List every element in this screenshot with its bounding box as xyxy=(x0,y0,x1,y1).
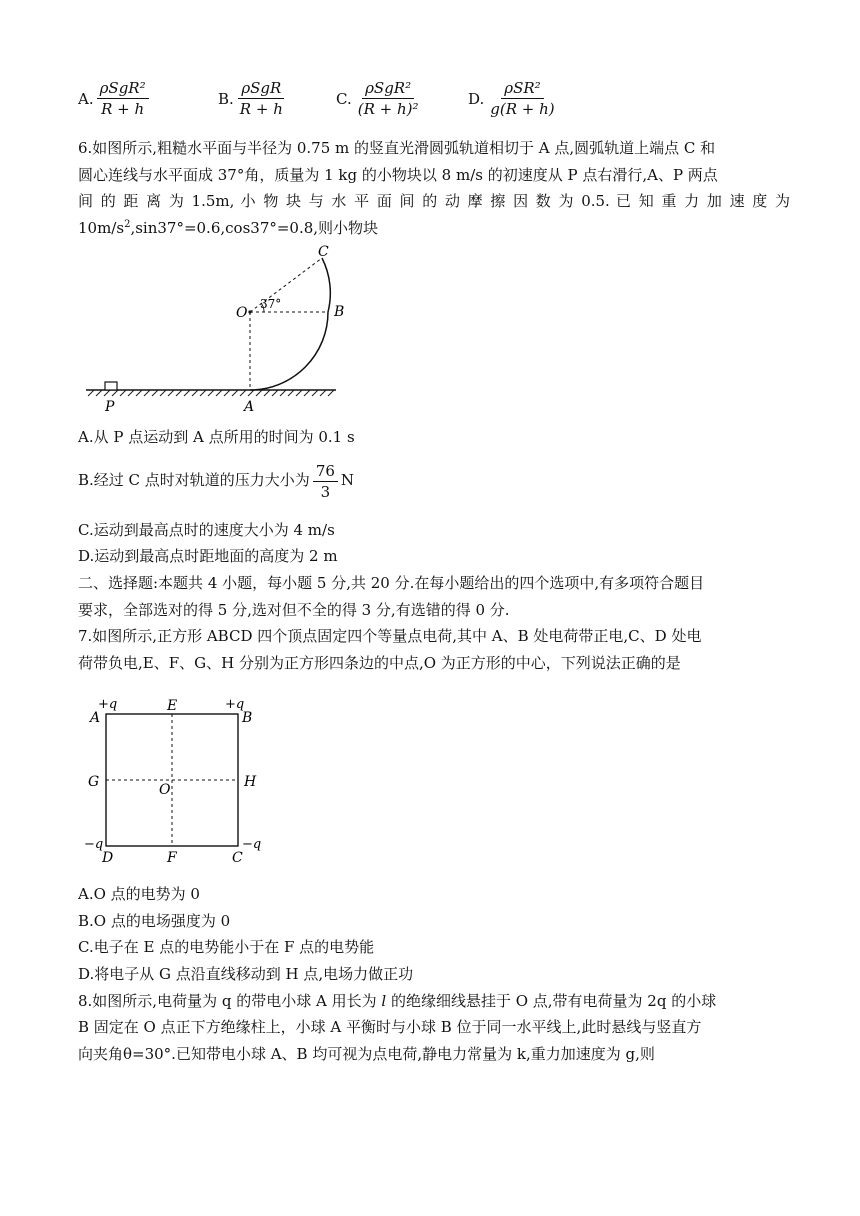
label-minus-q-c: −q xyxy=(242,837,262,852)
text: B.经过 C 点时对轨道的压力大小为 xyxy=(78,471,310,489)
q6-stem-line-1: 6.如图所示,粗糙水平面与半径为 0.75 m 的竖直光滑圆弧轨道相切于 A 点,圆弧轨道上端点 C 和 xyxy=(78,139,716,157)
q8-stem-line-1 xyxy=(78,990,790,1012)
fraction xyxy=(313,461,338,502)
label-p: P xyxy=(105,399,115,415)
text: 10m/s xyxy=(78,219,125,237)
numerator: ρSgR² xyxy=(362,78,414,99)
q7-option-d[interactable]: D.将电子从 G 点沿直线移动到 H 点,电场力做正功 xyxy=(78,965,414,983)
numerator: ρSgR² xyxy=(97,78,149,99)
fraction xyxy=(355,78,422,119)
q5-option-b[interactable] xyxy=(218,78,289,119)
label-angle: 37° xyxy=(260,297,282,311)
q7-option-a[interactable]: A.O 点的电势为 0 xyxy=(78,885,200,903)
label-a: A xyxy=(244,399,255,415)
label-minus-q-d: −q xyxy=(84,837,104,852)
q6-stem-line-4 xyxy=(78,217,790,239)
denominator: 3 xyxy=(320,482,331,501)
symbol-l: l xyxy=(381,992,387,1010)
superscript: 2 xyxy=(124,219,131,230)
q7-option-c[interactable]: C.电子在 E 点的电势能小于在 F 点的电势能 xyxy=(78,938,375,956)
label-e: E xyxy=(167,698,178,714)
denominator: g(R + h) xyxy=(490,100,555,118)
fraction xyxy=(487,78,557,119)
section2-line-2: 要求，全部选对的得 5 分,选对但不全的得 3 分,有选错的得 0 分. xyxy=(78,601,510,619)
label-a: A xyxy=(90,710,101,726)
text: 的绝缘细线悬挂于 O 点,带有电荷量为 2q 的小球 xyxy=(386,992,717,1010)
q6-option-b[interactable] xyxy=(78,460,790,502)
q6-option-a[interactable]: A.从 P 点运动到 A 点所用的时间为 0.1 s xyxy=(78,428,355,446)
numerator: ρSgR xyxy=(238,78,284,99)
block xyxy=(105,382,117,390)
unit: N xyxy=(340,471,355,489)
option-label: D. xyxy=(468,89,485,108)
numerator: ρSR² xyxy=(501,78,543,99)
section2-line-1: 二、选择题:本题共 4 小题，每小题 5 分,共 20 分.在每小题给出的四个选项中,有多项符合题目 xyxy=(78,574,705,592)
q8-stem-line-3: 向夹角θ=30°.已知带电小球 A、B 均可视为点电荷,静电力常量为 k,重力加速度为 g,则 xyxy=(78,1045,655,1063)
label-plus-q-a: +q xyxy=(98,697,118,712)
option-label: B. xyxy=(218,89,234,108)
q7-stem-line-2: 荷带负电,E、F、G、H 分别为正方形四条边的中点,O 为正方形的中心，下列说法正确的是 xyxy=(78,654,681,672)
fraction xyxy=(237,78,286,119)
q6-stem-line-3: 间 的 距 离 为 1.5m, 小 物 块 与 水 平 面 间 的 动 摩 擦 因 数 为 0.5. 已 知 重 力 加 速 度 为 xyxy=(78,192,790,210)
text: 8.如图所示,电荷量为 q 的带电小球 A 用长为 xyxy=(78,992,382,1010)
q7-square-figure xyxy=(78,692,278,870)
q5-option-a[interactable] xyxy=(78,78,152,119)
label-d: D xyxy=(102,850,114,866)
label-c: C xyxy=(318,244,329,260)
q6-stem-line-2: 圆心连线与水平面成 37°角，质量为 1 kg 的小物块以 8 m/s 的初速度从 P 点右滑行,A、P 两点 xyxy=(78,166,718,184)
label-h: H xyxy=(244,774,257,790)
q5-option-d[interactable] xyxy=(468,78,561,119)
q8-stem-line-2: B 固定在 O 点正下方绝缘柱上，小球 A 平衡时与小球 B 位于同一水平线上,此时悬线与竖直方 xyxy=(78,1018,702,1036)
point-o xyxy=(248,310,251,313)
circular-track xyxy=(250,258,330,390)
label-c: C xyxy=(232,850,243,866)
label-b: B xyxy=(334,304,345,320)
q6-option-c[interactable]: C.运动到最高点时的速度大小为 4 m/s xyxy=(78,521,335,539)
q5-option-c[interactable] xyxy=(336,78,425,119)
option-label: C. xyxy=(336,89,352,108)
denominator: R + h xyxy=(239,100,283,118)
numerator: 76 xyxy=(313,461,338,482)
label-plus-q-b: +q xyxy=(225,697,245,712)
fraction xyxy=(97,78,149,119)
q7-stem-line-1: 7.如图所示,正方形 ABCD 四个顶点固定四个等量点电荷,其中 A、B 处电荷带正电,C、D 处电 xyxy=(78,627,702,645)
ground-hatch xyxy=(88,390,334,396)
label-o: O xyxy=(159,782,171,798)
option-label: A. xyxy=(78,89,94,108)
label-o: O xyxy=(236,305,248,321)
q6-track-figure xyxy=(78,244,358,420)
denominator: (R + h)² xyxy=(357,100,419,118)
label-g: G xyxy=(88,774,100,790)
label-b: B xyxy=(242,710,253,726)
label-f: F xyxy=(167,850,177,866)
text: ,sin37°=0.6,cos37°=0.8,则小物块 xyxy=(130,219,379,237)
q7-option-b[interactable]: B.O 点的电场强度为 0 xyxy=(78,912,231,930)
denominator: R + h xyxy=(101,100,145,118)
q6-option-d[interactable]: D.运动到最高点时距地面的高度为 2 m xyxy=(78,547,338,565)
